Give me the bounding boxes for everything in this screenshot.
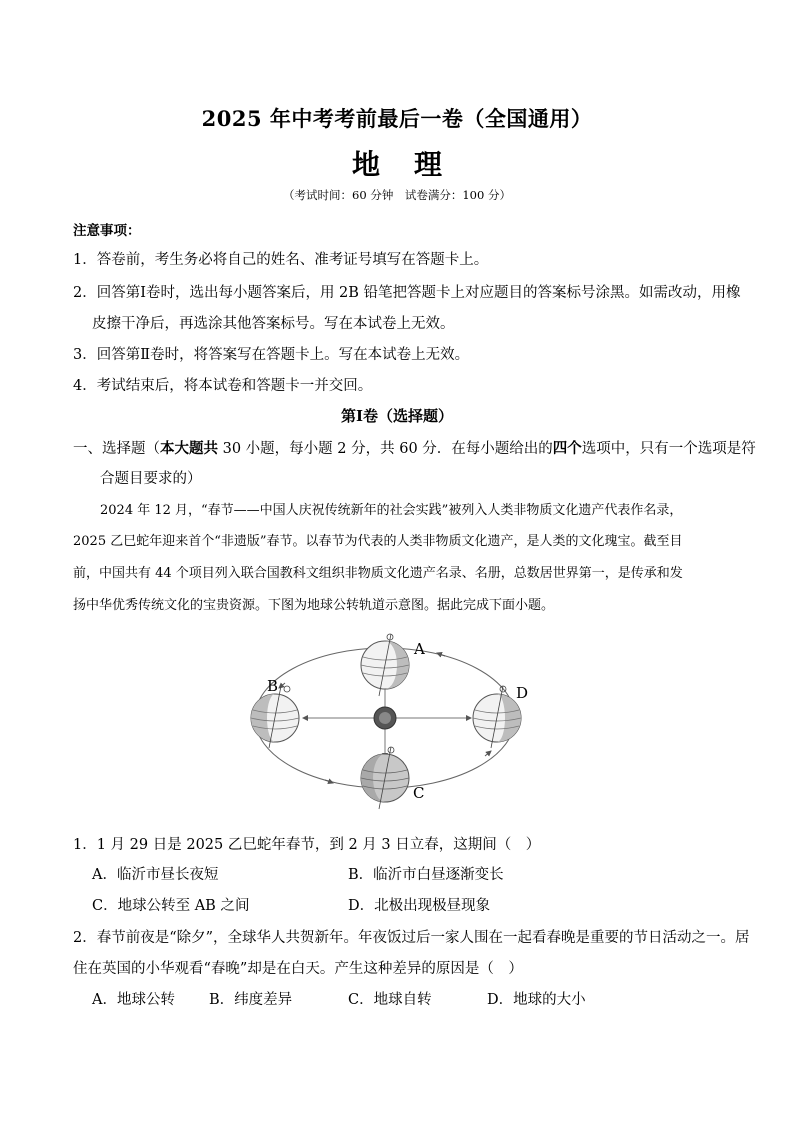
q1-option-b: B．临沂市白昼逐渐变长 [348,867,504,883]
instruction-part-c: 30 小题，每小题 2 分，共 60 分．在每小题给出的 [218,441,553,457]
subject-title: 地理 [351,148,476,181]
note-item-1: 1．答卷前，考生务必将自己的姓名、准考证号填写在答题卡上。 [73,252,489,268]
question-2-stem: 2．春节前夜是“除夕”，全球华人共贺新年。年夜饭过后一家人围在一起看春晚是重要的节日活动之一。居 [73,930,750,946]
section-instruction-cont: 合题目要求的） [100,471,202,487]
exam-title: 2025 年中考考前最后一卷（全国通用） [201,106,593,131]
earth-d-icon [473,686,521,748]
exam-info: （考试时间：60 分钟 试卷满分：100 分） [283,188,511,202]
passage-line-3: 前，中国共有 44 个项目列入联合国教科文组织非物质文化遗产名录、名册，总数居世界第一，是传承和发 [73,566,683,581]
q2-option-c: C．地球自转 [348,992,432,1008]
instruction-part-e: 选项中，只有一个选项是符 [581,441,756,457]
passage-line-4: 扬中华优秀传统文化的宝贵资源。下图为地球公转轨道示意图。据此完成下面小题。 [73,598,555,613]
instruction-part-a: 一、选择题（ [73,441,160,457]
note-item-2-cont: 皮擦干净后，再选涂其他答案标号。写在本试卷上无效。 [92,316,455,332]
question-1-stem: 1．1 月 29 日是 2025 乙巳蛇年春节，到 2 月 3 日立春，这期间（ ） [73,837,541,853]
section-instruction [73,437,756,458]
note-item-3: 3．回答第Ⅱ卷时，将答案写在答题卡上。写在本试卷上无效。 [73,347,470,363]
q2-option-a: A．地球公转 [92,992,175,1008]
earth-b-icon [251,686,299,748]
orbit-arrow-icon [437,653,445,656]
question-2-stem-cont: 住在英国的小华观看“春晚”却是在白天。产生这种差异的原因是（ ） [73,961,523,977]
passage-line-1: 2024 年 12 月，“春节——中国人庆祝传统新年的社会实践”被列入人类非物质文化遗产代表作名录， [100,503,683,518]
instruction-part-d: 四个 [552,440,582,457]
section-title: 第Ⅰ卷（选择题） [340,407,454,425]
label-d: D [516,684,529,702]
instruction-part-b: 本大题共 [160,440,218,457]
note-item-2: 2．回答第Ⅰ卷时，选出每小题答案后，用 2B 铅笔把答题卡上对应题目的答案标号涂黑。如需改动，用橡 [73,285,741,301]
q1-option-a: A．临沂市昼长夜短 [92,867,219,883]
q1-option-c: C．地球公转至 AB 之间 [92,898,250,914]
q2-option-b: B．纬度差异 [209,992,293,1008]
note-item-4: 4．考试结束后，将本试卷和答题卡一并交回。 [73,378,373,394]
label-a: A [414,640,425,658]
orbit-arrow-icon [325,780,333,783]
orbit-arrow-icon [485,751,491,756]
q1-option-d: D．北极出现极昼现象 [348,898,491,914]
passage-line-2: 2025 乙巳蛇年迎来首个“非遗版”春节。以春节为代表的人类非物质文化遗产，是人类的文化瑰宝。截至目 [73,534,683,549]
earth-orbit-diagram [245,628,545,810]
label-c: C [413,784,425,802]
earth-a-icon [361,634,409,696]
q2-option-d: D．地球的大小 [487,992,586,1008]
label-b: B [267,677,279,695]
earth-c-icon [361,747,409,809]
notes-heading: 注意事项： [73,223,141,239]
